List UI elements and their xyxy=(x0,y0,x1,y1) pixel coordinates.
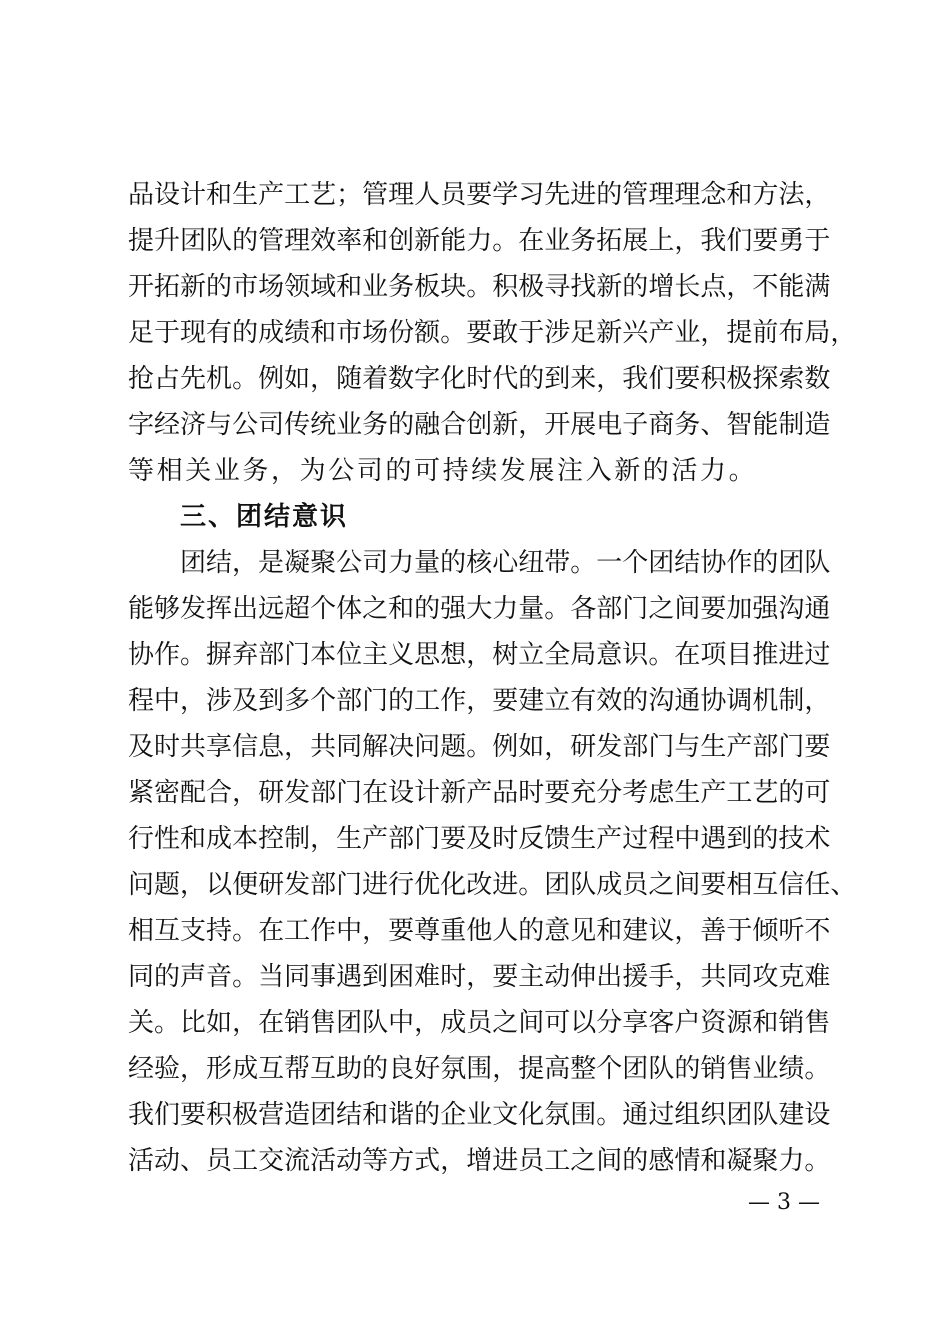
text-line: 行 性 和 成 本 控 制 ， 生 产 部 门 要 及 时 反 馈 生 产 过 程 中 遇 到 的 技 术 xyxy=(128,824,831,854)
text-line: 程 中 ， 涉 及 到 多 个 部 门 的 工 作 ， 要 建 立 有 效 的 沟 通 协 调 机 制 ， xyxy=(128,686,831,716)
text-line: 经 验 ， 形 成 互 帮 互 助 的 良 好 氛 围 ， 提 高 整 个 团 队 的 销 售 业 绩 。 xyxy=(128,1054,831,1084)
text-line: 团 结 ， 是 凝 聚 公 司 力 量 的 核 心 纽 带 。 一 个 团 结 协 作 的 团 队 xyxy=(180,548,831,578)
body-text xyxy=(128,172,857,1184)
text-line: 抢 占 先 机 。 例 如 ， 随 着 数 字 化 时 代 的 到 来 ， 我 们 要 积 极 探 索 数 xyxy=(128,364,831,394)
text-line: 等相关业务，为公司的可持续发展注入新的活力。 xyxy=(128,456,758,486)
text-line: 紧 密 配 合 ， 研 发 部 门 在 设 计 新 产 品 时 要 充 分 考 虑 生 产 工 艺 的 可 xyxy=(128,778,831,808)
text-line: 提 升 团 队 的 管 理 效 率 和 创 新 能 力 。 在 业 务 拓 展 上 ， 我 们 要 勇 于 xyxy=(128,226,831,256)
text-line: 足 于 现 有 的 成 绩 和 市 场 份 额 。 要 敢 于 涉 足 新 兴 产 业 ， 提 前 布 局 ， xyxy=(128,318,857,348)
text-line: 开 拓 新 的 市 场 领 域 和 业 务 板 块 。 积 极 寻 找 新 的 增 长 点 ， 不 能 满 xyxy=(128,272,831,302)
text-line: 能 够 发 挥 出 远 超 个 体 之 和 的 强 大 力 量 。 各 部 门 之 间 要 加 强 沟 通 xyxy=(128,594,831,624)
text-line: 同 的 声 音 。 当 同 事 遇 到 困 难 时 ， 要 主 动 伸 出 援 手 ， 共 同 攻 克 难 xyxy=(128,962,831,992)
text-line: 关 。 比 如 ， 在 销 售 团 队 中 ， 成 员 之 间 可 以 分 享 客 户 资 源 和 销 售 xyxy=(128,1008,831,1038)
text-line: 问 题 ， 以 便 研 发 部 门 进 行 优 化 改 进 。 团 队 成 员 之 间 要 相 互 信 任 、 xyxy=(128,870,857,900)
page-number: — 3 — xyxy=(748,1190,820,1215)
text-line: 相 互 支 持 。 在 工 作 中 ， 要 尊 重 他 人 的 意 见 和 建 议 ， 善 于 倾 听 不 xyxy=(128,916,831,946)
text-line: 我 们 要 积 极 营 造 团 结 和 谐 的 企 业 文 化 氛 围 。 通 过 组 织 团 队 建 设 xyxy=(128,1100,831,1130)
text-line: 品 设 计 和 生 产 工 艺 ； 管 理 人 员 要 学 习 先 进 的 管 理 理 念 和 方 法 ， xyxy=(128,180,831,210)
section-heading: 三、团结意识 xyxy=(180,502,349,532)
text-line: 及 时 共 享 信 息 ， 共 同 解 决 问 题 。 例 如 ， 研 发 部 门 与 生 产 部 门 要 xyxy=(128,732,831,762)
text-line: 字 经 济 与 公 司 传 统 业 务 的 融 合 创 新 ， 开 展 电 子 商 务 、 智 能 制 造 xyxy=(128,410,831,440)
text-line: 活 动 、 员 工 交 流 活 动 等 方 式 ， 增 进 员 工 之 间 的 感 情 和 凝 聚 力 。 xyxy=(128,1146,831,1176)
text-line: 协 作 。 摒 弃 部 门 本 位 主 义 思 想 ， 树 立 全 局 意 识 。 在 项 目 推 进 过 xyxy=(128,640,831,670)
